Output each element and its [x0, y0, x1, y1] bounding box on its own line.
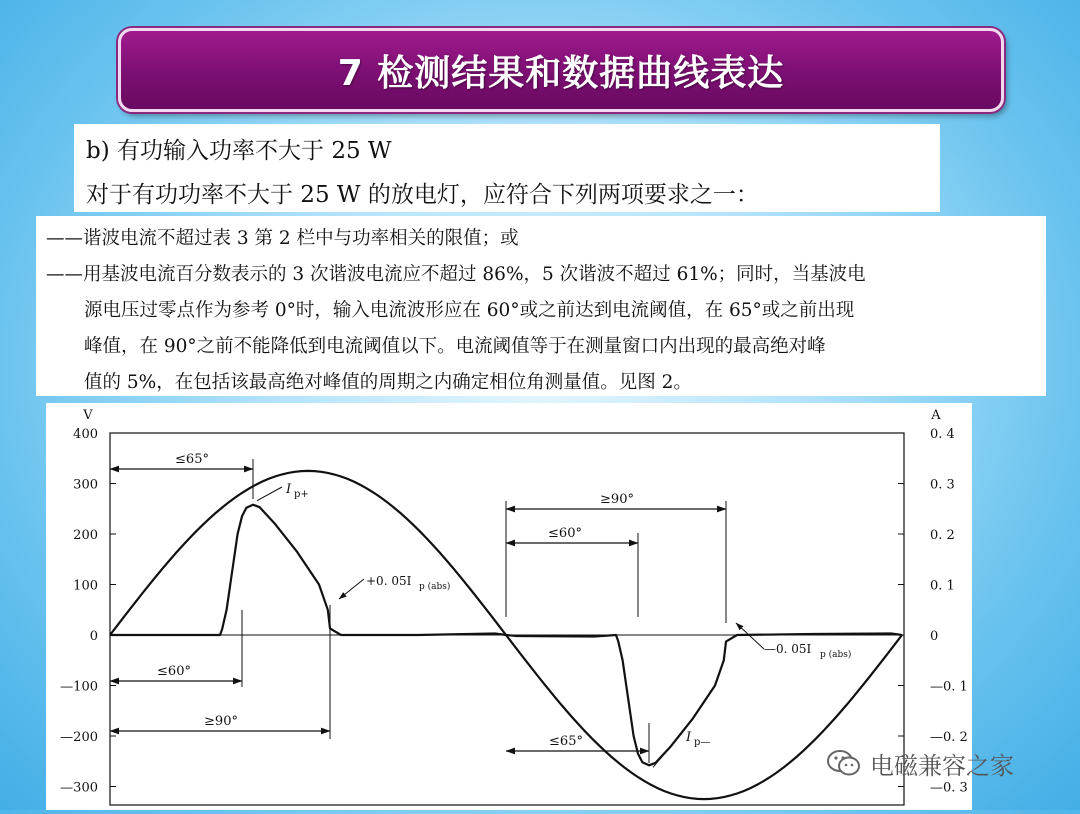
thr-plus-subscript: p (abs) — [419, 582, 451, 592]
requirement-details-box — [36, 216, 1046, 396]
right-tick-label: 0. 2 — [930, 528, 955, 543]
left-tick-label: 100 — [73, 578, 98, 594]
right-tick-label: —0. 1 — [930, 679, 968, 695]
ip-minus-leader — [653, 733, 682, 767]
le65-top-label: ≤65° — [175, 452, 209, 467]
ip-minus-subscript: p— — [694, 737, 711, 748]
left-tick-label: —200 — [60, 730, 98, 745]
ip-minus-label: I — [686, 730, 692, 745]
left-tick-label: —300 — [60, 780, 98, 796]
left-tick-label: 200 — [73, 528, 98, 543]
thr-minus-subscript: p (abs) — [820, 650, 852, 660]
thr-plus-label: +0. 05I — [366, 574, 412, 588]
annotations — [110, 452, 851, 767]
requirement-item-2-cont-1: 源电压过零点作为参考 0°时，输入电流波形应在 60°或之前达到电流阈值，在 65°或之前出现 — [84, 300, 855, 321]
requirement-item-2: ——用基波电流百分数表示的 3 次谐波电流应不超过 86%，5 次谐波不超过 61%；同时，当基波电 — [46, 264, 866, 285]
le60-bottom-label: ≤60° — [157, 664, 191, 679]
left-axis — [60, 408, 116, 810]
ip-plus-leader — [257, 487, 282, 501]
ip-plus-label: I — [286, 482, 292, 497]
requirement-heading: b) 有功输入功率不大于 25 W — [86, 138, 392, 164]
right-tick-label: 0. 3 — [930, 477, 955, 493]
le60-top-label: ≤60° — [548, 526, 582, 541]
right-tick-label: —0. 2 — [930, 730, 968, 745]
right-axis-unit: A — [931, 408, 941, 423]
left-tick-label: 0 — [89, 629, 98, 644]
watermark — [826, 746, 1014, 780]
ip-plus-subscript: p+ — [294, 489, 309, 500]
requirement-item-1: ——谐波电流不超过表 3 第 2 栏中与功率相关的限值；或 — [46, 228, 519, 249]
wechat-icon — [826, 748, 862, 778]
ge90-top-label: ≥90° — [600, 492, 634, 507]
watermark-text: 电磁兼容之家 — [870, 751, 1014, 780]
requirement-heading-box — [74, 124, 940, 212]
thr-plus-leader — [339, 579, 364, 599]
left-tick-label: —100 — [60, 679, 98, 695]
requirement-item-2-cont-3: 值的 5%，在包括该最高绝对峰值的周期之内确定相位角测量值。见图 2。 — [84, 372, 692, 393]
plot-frame — [110, 433, 904, 805]
slide-title: 7 检测结果和数据曲线表达 — [337, 53, 785, 94]
ge90-bottom-label: ≥90° — [204, 714, 238, 729]
requirement-item-2-cont-2: 峰值，在 90°之前不能降低到电流阈值以下。电流阈值等于在测量窗口内出现的最高绝对峰 — [84, 336, 826, 357]
right-tick-label: 0. 4 — [930, 427, 955, 442]
right-tick-label: —0. 3 — [930, 780, 968, 796]
le65-bottom-label: ≤65° — [549, 734, 583, 749]
requirement-intro: 对于有功功率不大于 25 W 的放电灯，应符合下列两项要求之一： — [86, 182, 759, 208]
right-tick-label: 0 — [930, 629, 939, 644]
left-axis-unit: V — [83, 408, 93, 423]
title-banner — [118, 28, 1004, 112]
left-tick-label: 400 — [73, 427, 98, 442]
thr-minus-label: —0. 05I — [764, 642, 812, 656]
left-tick-label: 300 — [73, 477, 98, 493]
right-tick-label: 0. 1 — [930, 578, 955, 594]
